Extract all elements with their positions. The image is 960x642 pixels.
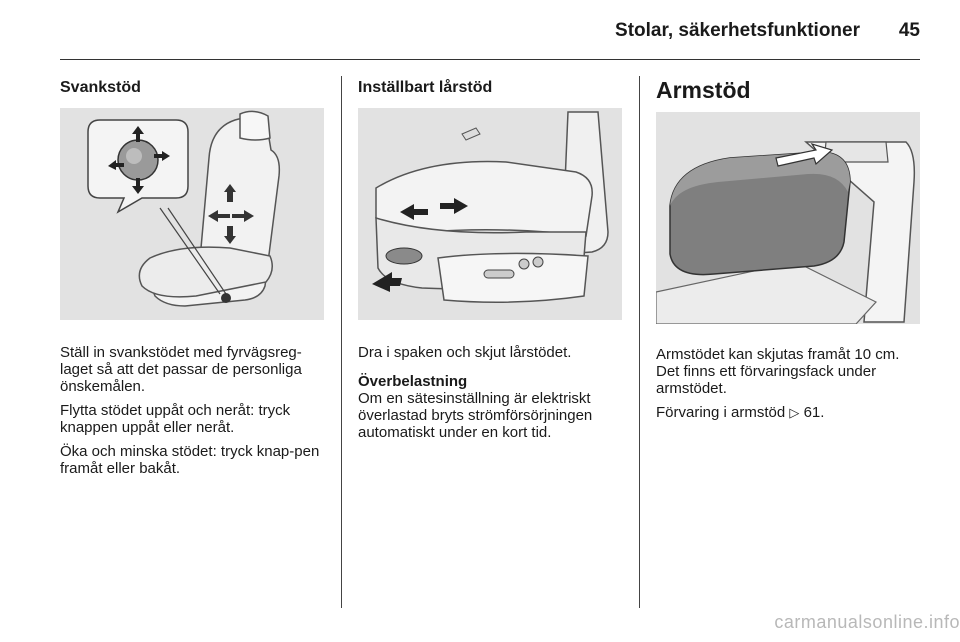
paragraph-overload: Om en sätesinställning är elektriskt överlastad bryts strömförsörjningen automatiskt under en kort tid. (358, 390, 593, 441)
paragraph-lumbar-2: Flytta stödet uppåt och neråt: tryck knappen uppåt eller neråt. (60, 402, 291, 436)
page-ref-arrow-icon: ▷ (789, 405, 800, 420)
column-thigh-support (358, 76, 622, 441)
paragraph-lumbar-3: Öka och minska stödet: tryck knap-pen framåt eller bakåt. (60, 443, 320, 477)
column-divider-1 (341, 76, 342, 608)
storage-ref-page[interactable]: 61. (803, 404, 825, 421)
section-heading-armrest: Armstöd (656, 77, 751, 103)
column-lumbar-support (60, 76, 324, 477)
paragraph-lumbar-1: Ställ in svankstödet med fyrvägsreg-laget så att det passar de personliga önskemålen. (60, 344, 302, 395)
header-divider (60, 59, 920, 60)
figure-thigh-support (358, 108, 622, 320)
figure-lumbar-support (60, 108, 324, 320)
section-heading-lumbar: Svankstöd (60, 79, 141, 96)
paragraph-armrest-ref (656, 404, 920, 421)
section-heading-thigh: Inställbart lårstöd (358, 79, 493, 96)
storage-ref-text: Förvaring i armstöd (656, 404, 786, 421)
page-number: 45 (898, 20, 920, 41)
thigh-seat-illustration (358, 108, 622, 320)
lumbar-seat-illustration (60, 108, 324, 320)
figure-armrest (656, 112, 920, 324)
paragraph-armrest-1: Armstödet kan skjutas framåt 10 cm. Det finns ett förvaringsfack under armstödet. (656, 346, 900, 397)
subheading-overload: Överbelastning (358, 373, 468, 390)
column-divider-2 (639, 76, 640, 608)
page-header-title: Stolar, säkerhetsfunktioner (615, 20, 860, 41)
footer-watermark: carmanualsonline.info (774, 612, 960, 632)
armrest-illustration (656, 112, 920, 324)
column-armrest (656, 76, 920, 421)
paragraph-thigh-1: Dra i spaken och skjut lårstödet. (358, 344, 572, 361)
